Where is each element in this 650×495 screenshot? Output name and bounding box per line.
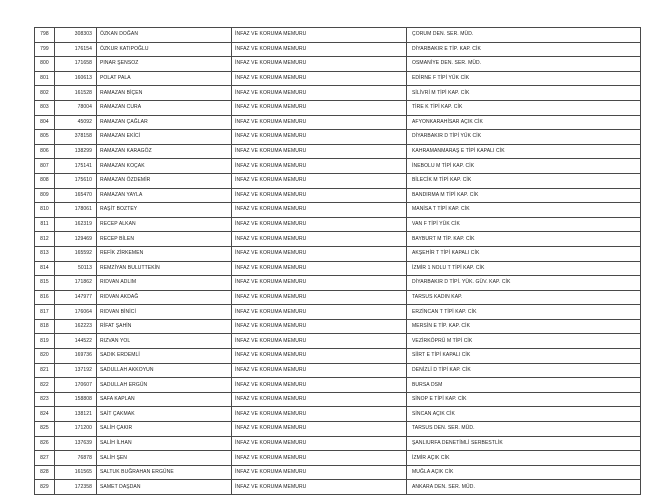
table-row xyxy=(35,86,641,101)
registry-number-cell: 169736 xyxy=(55,349,97,364)
full-name-cell: SALİH ŞEN xyxy=(97,451,232,466)
assigned-institution-cell: MERSİN E TİP. KAP. CİK xyxy=(407,319,641,334)
job-title-cell: İNFAZ VE KORUMA MEMURU xyxy=(232,465,407,480)
registry-number-cell: 144522 xyxy=(55,334,97,349)
full-name-cell: SALİH ÇAKIR xyxy=(97,422,232,437)
row-number-cell: 809 xyxy=(35,188,55,203)
job-title-cell: İNFAZ VE KORUMA MEMURU xyxy=(232,261,407,276)
row-number-cell: 814 xyxy=(35,261,55,276)
registry-number-cell: 378158 xyxy=(55,130,97,145)
full-name-cell: RİFAT ŞAHİN xyxy=(97,319,232,334)
assigned-institution-cell: BAYBURT M TİP. KAP. CİK xyxy=(407,232,641,247)
assigned-institution-cell: EDİRNE F TİPİ YÜK CİK xyxy=(407,71,641,86)
registry-number-cell: 50113 xyxy=(55,261,97,276)
table-row xyxy=(35,392,641,407)
job-title-cell: İNFAZ VE KORUMA MEMURU xyxy=(232,57,407,72)
registry-number-cell: 76878 xyxy=(55,451,97,466)
row-number-cell: 828 xyxy=(35,465,55,480)
assigned-institution-cell: MUĞLA AÇIK CİK xyxy=(407,465,641,480)
full-name-cell: RAMAZAN EKİCİ xyxy=(97,130,232,145)
assigned-institution-cell: TARSUS KADIN KAP. xyxy=(407,290,641,305)
table-row xyxy=(35,480,641,495)
full-name-cell: RAMAZAN YAYLA xyxy=(97,188,232,203)
table-row xyxy=(35,246,641,261)
table-row xyxy=(35,334,641,349)
table-row xyxy=(35,436,641,451)
full-name-cell: RECEP ALKAN xyxy=(97,217,232,232)
table-row xyxy=(35,217,641,232)
table-body xyxy=(35,28,641,495)
full-name-cell: RAMAZAN BİÇEN xyxy=(97,86,232,101)
job-title-cell: İNFAZ VE KORUMA MEMURU xyxy=(232,363,407,378)
assigned-institution-cell: AFYONKARAHİSAR AÇIK CİK xyxy=(407,115,641,130)
registry-number-cell: 165470 xyxy=(55,188,97,203)
row-number-cell: 804 xyxy=(35,115,55,130)
registry-number-cell: 175141 xyxy=(55,159,97,174)
table-row xyxy=(35,407,641,422)
table-row xyxy=(35,173,641,188)
table-row xyxy=(35,28,641,43)
full-name-cell: RECEP BİLEN xyxy=(97,232,232,247)
registry-number-cell: 171200 xyxy=(55,422,97,437)
row-number-cell: 813 xyxy=(35,246,55,261)
registry-number-cell: 171658 xyxy=(55,57,97,72)
row-number-cell: 823 xyxy=(35,392,55,407)
full-name-cell: SALTUK BUĞRAHAN ERGÜNE xyxy=(97,465,232,480)
assigned-institution-cell: VAN F TİPİ YÜK CİK xyxy=(407,217,641,232)
table-row xyxy=(35,422,641,437)
table-row xyxy=(35,232,641,247)
registry-number-cell: 170607 xyxy=(55,378,97,393)
row-number-cell: 815 xyxy=(35,276,55,291)
registry-number-cell: 175610 xyxy=(55,173,97,188)
table-row xyxy=(35,159,641,174)
assigned-institution-cell: DENİZLİ D TİPİ KAP. CİK xyxy=(407,363,641,378)
table-row xyxy=(35,57,641,72)
job-title-cell: İNFAZ VE KORUMA MEMURU xyxy=(232,319,407,334)
assigned-institution-cell: ERZİNCAN T TİPİ KAP. CİK xyxy=(407,305,641,320)
assigned-institution-cell: OSMANİYE DEN. SER. MÜD. xyxy=(407,57,641,72)
row-number-cell: 810 xyxy=(35,203,55,218)
assigned-institution-cell: MANİSA T TİPİ KAP. CİK xyxy=(407,203,641,218)
job-title-cell: İNFAZ VE KORUMA MEMURU xyxy=(232,392,407,407)
registry-number-cell: 137192 xyxy=(55,363,97,378)
full-name-cell: RAMAZAN KOÇAK xyxy=(97,159,232,174)
registry-number-cell: 45092 xyxy=(55,115,97,130)
table-row xyxy=(35,130,641,145)
row-number-cell: 820 xyxy=(35,349,55,364)
row-number-cell: 817 xyxy=(35,305,55,320)
registry-number-cell: 161528 xyxy=(55,86,97,101)
job-title-cell: İNFAZ VE KORUMA MEMURU xyxy=(232,305,407,320)
assigned-institution-cell: ÇORUM DEN. SER. MÜD. xyxy=(407,28,641,43)
job-title-cell: İNFAZ VE KORUMA MEMURU xyxy=(232,349,407,364)
job-title-cell: İNFAZ VE KORUMA MEMURU xyxy=(232,334,407,349)
full-name-cell: ÖZKUR KATIPOĞLU xyxy=(97,42,232,57)
full-name-cell: SAİT ÇAKMAK xyxy=(97,407,232,422)
job-title-cell: İNFAZ VE KORUMA MEMURU xyxy=(232,246,407,261)
assigned-institution-cell: SİNOP E TİPİ KAP. CİK xyxy=(407,392,641,407)
table-row xyxy=(35,465,641,480)
registry-number-cell: 171862 xyxy=(55,276,97,291)
job-title-cell: İNFAZ VE KORUMA MEMURU xyxy=(232,422,407,437)
full-name-cell: REFİK ZİRKEMEN xyxy=(97,246,232,261)
table-row xyxy=(35,71,641,86)
registry-number-cell: 308303 xyxy=(55,28,97,43)
registry-number-cell: 161565 xyxy=(55,465,97,480)
table-row xyxy=(35,349,641,364)
job-title-cell: İNFAZ VE KORUMA MEMURU xyxy=(232,86,407,101)
full-name-cell: RIZVAN YOL xyxy=(97,334,232,349)
table-row xyxy=(35,115,641,130)
assigned-institution-cell: DİYARBAKIR D TİPİ. YÜK. GÜV. KAP. CİK xyxy=(407,276,641,291)
row-number-cell: 798 xyxy=(35,28,55,43)
job-title-cell: İNFAZ VE KORUMA MEMURU xyxy=(232,407,407,422)
job-title-cell: İNFAZ VE KORUMA MEMURU xyxy=(232,276,407,291)
job-title-cell: İNFAZ VE KORUMA MEMURU xyxy=(232,115,407,130)
job-title-cell: İNFAZ VE KORUMA MEMURU xyxy=(232,159,407,174)
registry-number-cell: 178061 xyxy=(55,203,97,218)
job-title-cell: İNFAZ VE KORUMA MEMURU xyxy=(232,480,407,495)
row-number-cell: 799 xyxy=(35,42,55,57)
job-title-cell: İNFAZ VE KORUMA MEMURU xyxy=(232,436,407,451)
table-row xyxy=(35,100,641,115)
job-title-cell: İNFAZ VE KORUMA MEMURU xyxy=(232,217,407,232)
row-number-cell: 816 xyxy=(35,290,55,305)
assigned-institution-cell: ŞANLIURFA DENETİMLİ SERBESTLİK xyxy=(407,436,641,451)
row-number-cell: 826 xyxy=(35,436,55,451)
job-title-cell: İNFAZ VE KORUMA MEMURU xyxy=(232,144,407,159)
table-row xyxy=(35,363,641,378)
row-number-cell: 806 xyxy=(35,144,55,159)
registry-number-cell: 172358 xyxy=(55,480,97,495)
full-name-cell: SADULLAH AKKOYUN xyxy=(97,363,232,378)
table-row xyxy=(35,290,641,305)
registry-number-cell: 129469 xyxy=(55,232,97,247)
registry-number-cell: 158808 xyxy=(55,392,97,407)
registry-number-cell: 138121 xyxy=(55,407,97,422)
row-number-cell: 822 xyxy=(35,378,55,393)
table-row xyxy=(35,188,641,203)
registry-number-cell: 137639 xyxy=(55,436,97,451)
full-name-cell: SADULLAH ERGÜN xyxy=(97,378,232,393)
full-name-cell: POLAT PALA xyxy=(97,71,232,86)
full-name-cell: RAMAZAN KARAGÖZ xyxy=(97,144,232,159)
assigned-institution-cell: SİNCAN AÇIK CİK xyxy=(407,407,641,422)
assigned-institution-cell: VEZİRKÖPRÜ M TİPİ CİK xyxy=(407,334,641,349)
table-row xyxy=(35,276,641,291)
row-number-cell: 818 xyxy=(35,319,55,334)
job-title-cell: İNFAZ VE KORUMA MEMURU xyxy=(232,188,407,203)
row-number-cell: 808 xyxy=(35,173,55,188)
assigned-institution-cell: İZMİR AÇIK CİK xyxy=(407,451,641,466)
full-name-cell: PINAR ŞENSOZ xyxy=(97,57,232,72)
registry-number-cell: 147977 xyxy=(55,290,97,305)
job-title-cell: İNFAZ VE KORUMA MEMURU xyxy=(232,378,407,393)
job-title-cell: İNFAZ VE KORUMA MEMURU xyxy=(232,130,407,145)
job-title-cell: İNFAZ VE KORUMA MEMURU xyxy=(232,28,407,43)
job-title-cell: İNFAZ VE KORUMA MEMURU xyxy=(232,232,407,247)
job-title-cell: İNFAZ VE KORUMA MEMURU xyxy=(232,71,407,86)
job-title-cell: İNFAZ VE KORUMA MEMURU xyxy=(232,290,407,305)
registry-number-cell: 138299 xyxy=(55,144,97,159)
assigned-institution-cell: BURSA DSM xyxy=(407,378,641,393)
assigned-institution-cell: İZMİR 1 NOLU T TİPİ KAP. CİK xyxy=(407,261,641,276)
table-row xyxy=(35,451,641,466)
assigned-institution-cell: DİYARBAKIR D TİPİ YÜK CİK xyxy=(407,130,641,145)
assigned-institution-cell: SİLİVRİ M TİPİ KAP. CİK xyxy=(407,86,641,101)
assigned-institution-cell: TİRE K TİPİ KAP. CİK xyxy=(407,100,641,115)
row-number-cell: 824 xyxy=(35,407,55,422)
full-name-cell: RAMAZAN ÖZDEMİR xyxy=(97,173,232,188)
table-row xyxy=(35,144,641,159)
row-number-cell: 812 xyxy=(35,232,55,247)
row-number-cell: 807 xyxy=(35,159,55,174)
registry-number-cell: 176154 xyxy=(55,42,97,57)
assigned-institution-cell: BANDIRMA M TİPİ KAP. CİK xyxy=(407,188,641,203)
row-number-cell: 821 xyxy=(35,363,55,378)
assigned-institution-cell: BİLECİK M TİPİ KAP. CİK xyxy=(407,173,641,188)
full-name-cell: RAMAZAN CURA xyxy=(97,100,232,115)
table-row xyxy=(35,319,641,334)
registry-number-cell: 162223 xyxy=(55,319,97,334)
table-row xyxy=(35,203,641,218)
job-title-cell: İNFAZ VE KORUMA MEMURU xyxy=(232,173,407,188)
full-name-cell: RIDVAN AKDAĞ xyxy=(97,290,232,305)
full-name-cell: RIDVAN BİNİCİ xyxy=(97,305,232,320)
job-title-cell: İNFAZ VE KORUMA MEMURU xyxy=(232,42,407,57)
row-number-cell: 829 xyxy=(35,480,55,495)
row-number-cell: 811 xyxy=(35,217,55,232)
assigned-institution-cell: ANKARA DEN. SER. MÜD. xyxy=(407,480,641,495)
assigned-institution-cell: AKŞEHİR T TİPİ KAPALI CİK xyxy=(407,246,641,261)
full-name-cell: SADIK ERDEMLİ xyxy=(97,349,232,364)
registry-number-cell: 162319 xyxy=(55,217,97,232)
assigned-institution-cell: KAHRAMANMARAŞ E TİPİ KAPALI CİK xyxy=(407,144,641,159)
registry-number-cell: 78004 xyxy=(55,100,97,115)
job-title-cell: İNFAZ VE KORUMA MEMURU xyxy=(232,451,407,466)
full-name-cell: ÖZKAN DOĞAN xyxy=(97,28,232,43)
row-number-cell: 800 xyxy=(35,57,55,72)
registry-number-cell: 160613 xyxy=(55,71,97,86)
row-number-cell: 803 xyxy=(35,100,55,115)
assigned-institution-cell: SİİRT E TİPİ KAPALI CİK xyxy=(407,349,641,364)
table-row xyxy=(35,261,641,276)
full-name-cell: SAFA KAPLAN xyxy=(97,392,232,407)
row-number-cell: 825 xyxy=(35,422,55,437)
full-name-cell: RIDVAN ADLIM xyxy=(97,276,232,291)
assigned-institution-cell: İNEBOLU M TİPİ KAP. CİK xyxy=(407,159,641,174)
row-number-cell: 805 xyxy=(35,130,55,145)
assigned-institution-cell: DİYARBAKIR E TİP. KAP. CİK xyxy=(407,42,641,57)
full-name-cell: REMZİYAN BULUTTEKİN xyxy=(97,261,232,276)
table-row xyxy=(35,42,641,57)
row-number-cell: 827 xyxy=(35,451,55,466)
row-number-cell: 802 xyxy=(35,86,55,101)
assigned-institution-cell: TARSUS DEN. SER. MÜD. xyxy=(407,422,641,437)
full-name-cell: RAMAZAN ÇAĞLAR xyxy=(97,115,232,130)
full-name-cell: SALİH İLHAN xyxy=(97,436,232,451)
table-row xyxy=(35,378,641,393)
full-name-cell: RAŞİT BOZTEY xyxy=(97,203,232,218)
job-title-cell: İNFAZ VE KORUMA MEMURU xyxy=(232,100,407,115)
row-number-cell: 819 xyxy=(35,334,55,349)
full-name-cell: SAMET DAŞDAN xyxy=(97,480,232,495)
row-number-cell: 801 xyxy=(35,71,55,86)
registry-number-cell: 165592 xyxy=(55,246,97,261)
registry-number-cell: 176064 xyxy=(55,305,97,320)
table-row xyxy=(35,305,641,320)
job-title-cell: İNFAZ VE KORUMA MEMURU xyxy=(232,203,407,218)
